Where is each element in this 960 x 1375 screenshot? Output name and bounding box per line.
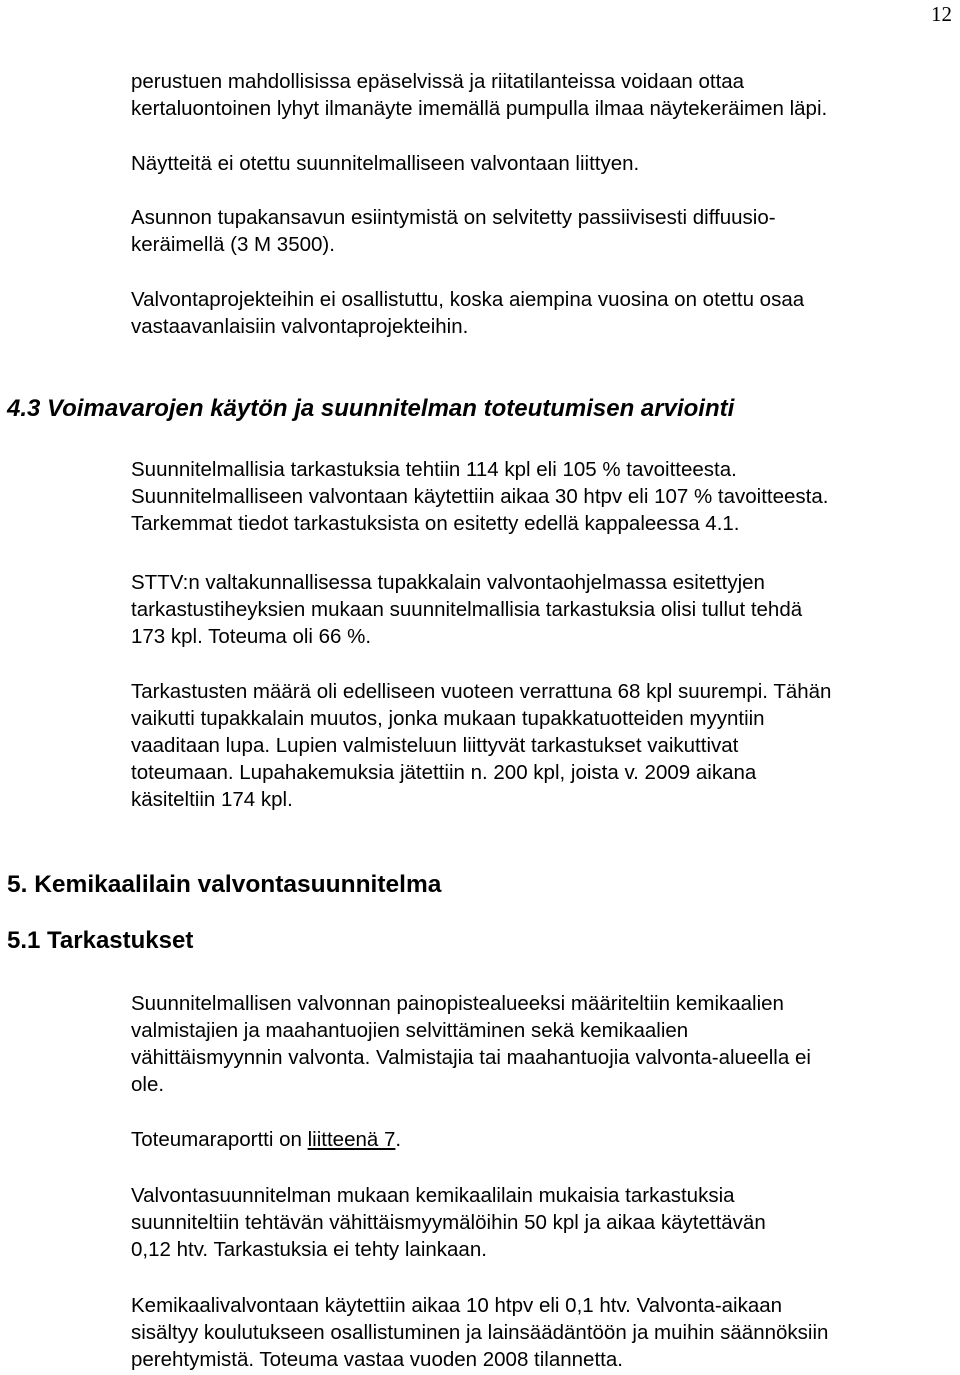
text-line	[131, 1126, 401, 1153]
paragraph-4-3-1	[131, 456, 828, 537]
text-line: 0,12 htv. Tarkastuksia ei tehty lainkaan.	[131, 1238, 487, 1261]
paragraph-5-1-4	[131, 1292, 828, 1373]
text-line: Valvontasuunnitelman mukaan kemikaalilain mukaisia tarkastuksia	[131, 1184, 735, 1207]
text-line: Valvontaprojekteihin ei osallistuttu, koska aiempina vuosina on otettu osaa	[131, 288, 805, 311]
text-line: Kemikaalivalvontaan käytettiin aikaa 10 htpv eli 0,1 htv. Valvonta-aikaan	[131, 1294, 783, 1317]
paragraph-intro-2	[131, 150, 639, 177]
section-heading-5: 5. Kemikaalilain valvontasuunnitelma	[7, 871, 442, 898]
appendix-link[interactable]: liitteenä 7	[307, 1128, 396, 1151]
paragraph-5-1-3	[131, 1182, 766, 1263]
section-heading-4-3: 4.3 Voimavarojen käytön ja suunnitelman toteutumisen arviointi	[7, 395, 735, 422]
text-line: vähittäismyynnin valvonta. Valmistajia tai maahantuojia valvonta-alueella ei	[131, 1046, 811, 1069]
paragraph-intro-3	[131, 204, 776, 258]
text-line: Asunnon tupakansavun esiintymistä on selvitetty passiivisesti diffuusio-	[131, 206, 776, 229]
paragraph-intro-4	[131, 286, 804, 340]
text-line: perehtymistä. Toteuma vastaa vuoden 2008 tilannetta.	[131, 1348, 623, 1371]
paragraph-4-3-2	[131, 569, 802, 650]
text-line: Suunnitelmallisen valvonnan painopistealueeksi määriteltiin kemikaalien	[131, 992, 784, 1015]
text-segment: Toteumaraportti on	[131, 1128, 308, 1151]
text-line: toteumaan. Lupahakemuksia jätettiin n. 200 kpl, joista v. 2009 aikana	[131, 761, 757, 784]
section-heading-5-1: 5.1 Tarkastukset	[7, 927, 194, 954]
paragraph-5-1-1	[131, 990, 811, 1098]
text-line: suunniteltiin tehtävän vähittäismyymälöihin 50 kpl ja aikaa käytettävän	[131, 1211, 766, 1234]
text-line: perustuen mahdollisissa epäselvissä ja riitatilanteissa voidaan ottaa	[131, 70, 745, 93]
text-line: ole.	[131, 1073, 165, 1096]
paragraph-4-3-3	[131, 678, 831, 813]
text-line: käsiteltiin 174 kpl.	[131, 788, 293, 811]
paragraph-intro-1	[131, 68, 827, 122]
text-line: Tarkastusten määrä oli edelliseen vuoteen verrattuna 68 kpl suurempi. Tähän	[131, 680, 832, 703]
text-segment: .	[395, 1128, 402, 1151]
text-line: 173 kpl. Toteuma oli 66 %.	[131, 625, 372, 648]
text-line: vaikutti tupakkalain muutos, jonka mukaan tupakkatuotteiden myyntiin	[131, 707, 765, 730]
text-line: sisältyy koulutukseen osallistuminen ja lainsäädäntöön ja muihin säännöksiin	[131, 1321, 829, 1344]
text-line: Suunnitelmallisia tarkastuksia tehtiin 114 kpl eli 105 % tavoitteesta.	[131, 458, 737, 481]
text-line: kertaluontoinen lyhyt ilmanäyte imemällä pumpulla ilmaa näytekeräimen läpi.	[131, 97, 828, 120]
text-line: STTV:n valtakunnallisessa tupakkalain valvontaohjelmassa esitettyjen	[131, 571, 765, 594]
page-number: 12	[931, 2, 952, 26]
text-line: Suunnitelmalliseen valvontaan käytettiin aikaa 30 htpv eli 107 % tavoitteesta.	[131, 485, 829, 508]
text-line: valmistajien ja maahantuojien selvittäminen sekä kemikaalien	[131, 1019, 689, 1042]
text-line: keräimellä (3 M 3500).	[131, 233, 335, 256]
text-line: vaaditaan lupa. Lupien valmisteluun liittyvät tarkastukset vaikuttivat	[131, 734, 739, 757]
text-line: Näytteitä ei otettu suunnitelmalliseen valvontaan liittyen.	[131, 152, 640, 175]
paragraph-5-1-2	[131, 1126, 401, 1153]
text-line: vastaavanlaisiin valvontaprojekteihin.	[131, 315, 469, 338]
text-line: Tarkemmat tiedot tarkastuksista on esitetty edellä kappaleessa 4.1.	[131, 512, 740, 535]
text-line: tarkastustiheyksien mukaan suunnitelmallisia tarkastuksia olisi tullut tehdä	[131, 598, 803, 621]
